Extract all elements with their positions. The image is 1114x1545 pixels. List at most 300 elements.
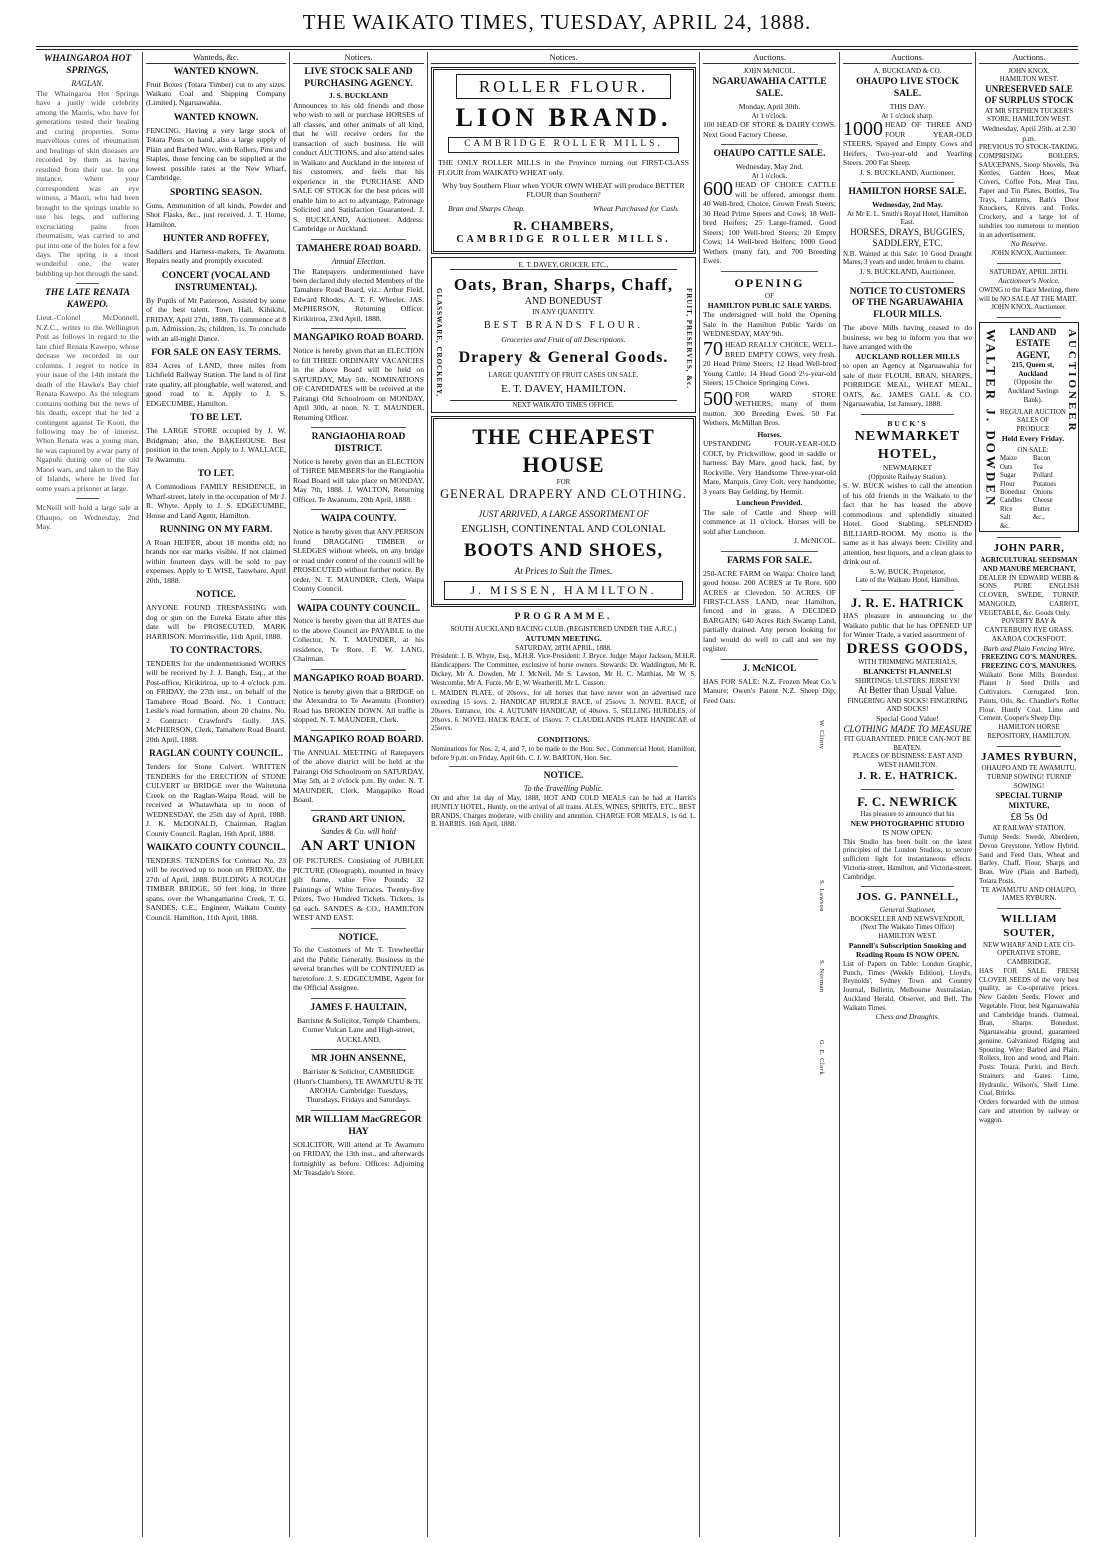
ad-line: Wednesday, April 25th. at 2.30 p.m. [982,124,1076,143]
ad-signature: J. S. BUCKLAND, Auctioneer. [859,267,956,277]
sale-item: Maize [1000,455,1017,463]
divider [721,659,818,660]
hot-springs-article [36,54,139,278]
ad-body: HAS pleasure in announcing to the Waikato public that he has OPENED UP for Winter Trade, a varied assortment of [843,611,972,640]
kawepo-article [36,288,139,493]
ad-line: AT MR STEPHEN TUCKER'S STORE, HAMILTON WEST. [984,106,1074,124]
ad-headline: JOS. G. PANNELL, [856,891,959,904]
ad-title: SPORTING SEASON. [169,187,263,198]
ad-body: The ANNUAL MEETING of Ratepayers of the above district will be held at the Pairangi Old Schoolroom on SATURDAY, May 5th, at 2 o'clock p.m. By order. N. T. MAUNDER, Clerk, Mangapiko Road Board. [293,747,424,805]
ad-body: FENCING. Having a very large stock of Totara Posts on hand, also a large supply of Plain and Barbed Wire, with Rollers, Pins and Staples, those fencing can be supplied at the lowest possible rates at the New Wharf, Cambridge. [146,125,286,183]
ad-line: Chess and Draughts. [875,1012,940,1022]
ad-body: ANYONE FOUND TRESPASSING with dog or gun on the Eureka Estate after this date will be PROSECUTED. MARK HARRISON. Morrinsville, 11th April, 1888. [146,603,286,641]
ad-body: Notice is hereby given that ANY PERSON found DRAGGING TIMBER or SLEDGES without wheels, on any bridge or road under control of the council will be PROSECUTED without further notice. By order, N. T. MAUNDER, Clerk, Waipa County Council. [293,527,424,594]
divider [311,928,406,929]
ad-title: NOTICE TO CUSTOMERS OF THE NGARUAWAHIA FLOUR MILLS. [849,286,966,321]
ad-numeral: 500 [703,387,733,410]
ad-body: The sale of Cattle and Sheep will commence at 11 o'clock. Horses will be sold after Luncheon. [703,507,836,536]
ad-body: A Commodious FAMILY RESIDENCE, in Wharf-street, lately in the occupation of Mr J. R. Whyte. Apply to J. S. EDGECUMBE, House and Land Agent, Hamilton. [146,482,286,520]
ad-title: TAMAHERE ROAD BOARD. [296,243,421,254]
sale-item: Rice [1000,505,1013,513]
ad-body: HAS FOR SALE: N.Z. Frozen Meat Co.'s Manure; Owen's Patent N.Z. Sheep Dip; Feed Oats. [703,676,836,705]
ad-line: Late of the Waikato Hotel, Hamilton. [855,576,960,585]
davey-ad [431,257,696,414]
ad-title: J. McNICOL [742,663,797,674]
ad-line: Luncheon Provided. [736,498,803,508]
classified-ad [146,469,286,520]
masthead-title: THE WAIKATO TIMES, TUESDAY, APRIL 24, 1888. [302,10,812,34]
ad-headline: ROLLER FLOUR. [456,74,671,99]
ad-title: MR WILLIAM MacGREGOR HAY [295,1114,422,1137]
ad-line: AND BONEDUST [524,295,603,307]
divider [311,509,406,510]
divider [311,810,406,811]
ad-headline: JOHN PARR, [993,542,1065,555]
vertical-name: WALTER J. DOWDEN [983,329,999,509]
customers-notice-ad [293,933,424,993]
sale-item: Salt [1000,514,1011,522]
ad-body: DEALER IN EDWARD WEBB & SONS PURE ENGLISH CLOVER, SWEDE, TURNIP, MANGOLD, CARROT, VEGETABLE, &c. Goods Only. [979,573,1079,617]
ad-line: AGRICULTURAL SEEDSMAN AND MANURE MERCHANT, [980,556,1078,573]
divider [76,498,99,499]
ad-line: Has pleasure to announce that his [860,809,955,818]
column-1 [36,52,139,1537]
ad-signature: J. S. BUCKLAND, Auctioneer. [859,167,956,177]
ad-body: Guns, Ammunition of all kinds, Powder and Shot Flasks, &c., just received. J. T. Horne, Hamilton. [146,200,286,229]
ad-headline: J. R. E. HATRICK [850,594,965,610]
ad-body: HAS FOR SALE: FRESH CLOVER SEEDS of the very best quality, as Co-operative prices. New Garden Seeds, Flower and Vegetable. Flour, best Ngaruawahia and Cambridge brands. Oatmeal, Bran, Sharps. Bonedust, Ngaruawahia ground, guaranteed genuine. Galvanized Ridging and Spouting. Wire: Barbed and Plain, Rollers, Iron and wood, and Plain. Posts: Totara, Puriri, and Birch. Strainers and Gates. Lime, Hydraulic, Wilson's, Shell Lime. Coal, Bricks. [979,966,1079,1098]
ad-subtitle: To the Travelling Public. [523,784,604,794]
ad-line: IS NOW OPEN. [882,828,933,838]
classified-ad [146,646,286,744]
ad-title: RAGLAN COUNTY COUNCIL. [149,749,283,760]
ad-line: NEWMARKET [882,463,933,473]
mangapiko-bridge-ad [293,674,424,725]
waipa-council-ad [293,604,424,664]
ad-title: NOTICE. [338,932,379,943]
ad-subtitle: SOUTH AUCKLAND RACING CLUB. (REGISTERED UNDER THE A.R.C.) [450,625,677,634]
ohaupo-sale-ad [703,149,836,265]
ad-line: TURNIP SOWING! TURNIP SOWING! [987,773,1071,790]
ad-body: S. W. BUCK wishes to call the attention of his old friends in the Waikato to the fact that he has leased the above commodious and splendidly situated Hotel. Good Stabling. SPLENDID BILLIARD-ROOM. My motto is the same as it has always been: Civility and attention, best liquors, and a clean glass to drink out of. [843,481,972,567]
vertical-role: AUCTIONEER [1066,329,1078,434]
ad-body: SOLICITOR, Will attend at Te Awamutu on FRIDAY, the 13th inst., and afterwards fortnightly as before. Offices: Adjoining Mr Teasdale's Store. [293,1139,424,1178]
classified-ad [146,843,286,922]
ad-line: BEST BRANDS FLOUR. [483,319,644,331]
ad-line: Held Every Friday. [1001,433,1065,443]
ad-title: WAIKATO COUNTY COUNCIL. [146,843,286,854]
ad-line: SHIRTINGS: ULSTERS: JERSEYS! [855,676,960,685]
ad-title: OPENING [734,275,805,290]
ad-title: WANTED KNOWN. [173,112,259,123]
ad-title: TO CONTRACTORS. [169,646,263,657]
mangapiko-meeting-ad [293,735,424,805]
ad-line: BOOKSELLER AND NEWSVENDOR, (Next The Waikato Times Office) HAMILTON WEST. [850,914,965,941]
ad-headline: LAND AND ESTATE AGENT, [1009,327,1057,360]
ad-body: Notice is hereby given that an ELECTION to fill THREE ORDINARY VACANCIES in the above Board will be held on SATURDAY, May 5th. NOMINATIONS OF CANDIDATES will be received at the Pairangi Old Schoolroom on MONDAY, April 30th, at noon. N. T. MAUNDER, Returning Officer. [293,346,424,422]
ad-signature: J. R. E. HATRICK. [857,769,958,782]
ad-line: General Stationer, [879,905,936,915]
ad-body: Barrister & Solicitor, CAMBRIDGE (Hunt's Chambers), TE AWAMUTU & TE AROHA. Cambridge: Tuesdays, Thursdays, Fridays and Saturdays. [293,1067,424,1105]
sale-item: Oats [1000,463,1013,471]
ad-line: SATURDAY, 28TH APRIL, 1888. [515,643,612,652]
column-rule [427,52,428,1537]
ad-body: On and after 1st day of May, 1888, HOT AND COLD MEALS can be had at Harris's HUNTLY HOTEL, Huntly, on the arrival of all trains. ALES, WINES, SPIRITS, ETC., BEST BRANDS. Charges moderate, with civility and attention. CHARGE FOR MEALS, 1s 6d. L. B. HARRIS. 16th April, 1888. [431,794,696,829]
rangiaohia-ad [293,432,424,504]
ad-line: Wednesday, May 2nd. [735,162,804,172]
ad-headline: THE CHEAPEST HOUSE [472,424,655,477]
racing-notice-row [431,610,696,829]
classified-ad [146,749,286,838]
sale-item: Cheese [1033,497,1053,505]
ad-body: OF PICTURES. Consisting of JUBILEE PICTURE (Oleograph), mounted in heavy gilt frame, value Five Pounds; 32 Paintings of White Terraces. Twenty-five Prizes, Two Hundred Tickets. Tickets, 1s 6d each. SANDES & CO., HAMILTON WEST AND EAST. [293,856,424,923]
ad-line: FINGERING AND SOCKS! FINGERING AND SOCKS! [847,696,968,714]
ad-line: PREVIOUS TO STOCK-TAKING. [979,143,1079,152]
ad-signature: J. McNICOL. [794,536,836,546]
ad-body: This Studio has been built on the latest principles of the London Studios, to secure sufficient light for instantaneous effects. Victoria-street, Hamilton, and Victoria-street, Cambridge. [843,837,972,881]
ryburn-ad [979,751,1079,904]
ad-line: PLACES OF BUSINESS: EAST AND WEST HAMILTON. [852,752,963,770]
masthead-rule-thin [36,49,1078,50]
ad-line: CONDITIONS. [537,735,590,745]
ad-title: HAMILTON HORSE SALE. [848,187,967,198]
column-heading: Notices. [431,52,696,64]
ad-body: Notice is hereby given that a BRIDGE on the Alexandra to Te Awamutu (Frontier) Road has BROKEN DOWN. All traffic is stopped. N. T. MAUNDER, Clerk. [293,686,424,725]
sale-item: Flour [1000,480,1015,488]
knox-notice-ad [979,268,1079,312]
column-5 [703,52,836,1537]
ad-line: NEW WHARF AND LATE CO-OPERATIVE STORE, CAMBRIDGE, [983,940,1075,967]
ad-line: WITH TRIMMING MATERIALS, [858,658,957,667]
ad-line: HAMILTON WEST. [999,75,1059,84]
ad-headline: GENERAL DRAPERY AND CLOTHING. [440,487,687,502]
ad-title: GRAND ART UNION. [312,814,405,825]
ad-line: At Mr E. L. Smith's Royal Hotel, Hamilton East. [846,209,969,227]
divider [311,239,406,240]
divider [449,766,678,767]
auctioneer-head: JOHN KNOX. [1008,66,1050,75]
ad-line [448,204,679,214]
column-4 [431,52,696,1537]
side-label: GLASSWARE, CROCKERY, [434,287,443,397]
side-label: W. Clinty [818,720,825,750]
ad-header: BUCK'S [887,418,928,428]
ad-line: NEXT WAIKATO TIMES OFFICE. [450,400,677,410]
column-heading: Notices. [293,52,424,64]
ad-line: (Opposite the Auckland Savings Bank). [1007,378,1059,404]
horse-sale-ad [843,187,972,276]
side-label: FRUIT, PRESERVES, &c. [685,287,693,389]
ad-line: Groceries and Fruit of all Descriptions. [501,335,626,345]
column-3 [293,52,424,1537]
ad-headline: Drapery & General Goods. [458,349,669,367]
ad-line: Wednesday, 2nd May. [872,200,943,210]
ad-line: Auctioneer's Notice. [998,276,1060,286]
ad-body: Tenders for Stone Culvert. WRITTEN TENDERS for the ERECTION of STONE CULVERT or BRIDGE over the Waitetuna Creek on the Raglan-Waipa Road, will be received at Whatawhata up to noon of WEDNESDAY, the 25th day of April, 1888. J. K. McDONALD, Chairman, Raglan County Council. Raglan, 16th April, 1888. [146,762,286,838]
ad-title: RANGIAOHIA ROAD DISTRICT. [311,432,406,455]
ad-header: E. T. DAVEY, GROCER, ETC., [450,261,677,271]
column-rule [142,52,143,1537]
ad-body: Waikato Bone Mills Bonedust. Planet Jr Seed Drills and Cultivators. Corrugated Iron. Paints, Oils, &c. Chandler's Roller Flour. Huntly Coal. Lime and Cement. Cooper's Sheep Dip. [979,670,1079,723]
ad-headline: HAMILTON PUBLIC SALE YARDS. [707,300,832,310]
column-heading: Auctions. [703,52,836,64]
ad-title: MR JOHN ANSENNE, [311,1054,406,1065]
ad-line: No Reserve. [1010,239,1048,249]
ad-title: FARMS FOR SALE. [726,555,813,566]
sale-item: &c., [1033,514,1045,522]
divider [997,908,1061,909]
divider [997,263,1061,264]
live-stock-ad [293,67,424,234]
divider [311,427,406,428]
ad-line: Special Good Value! [876,714,939,724]
ad-line: THIS DAY. [889,102,926,112]
ad-headline: JAMES RYBURN, [981,750,1077,763]
ad-body: To the Customers of Mr T. Trewheellar and the Public Generally. Business in the several branches will be CONTINUED as heretofore. J. S. EDGECUMBE, Agent for the Official Assignee. [293,945,424,993]
ad-body: President: J. B. Whyte, Esq., M.H.R. Vice-President: J. Bryce. Judge: Major Jackson, M.H.R. Handicappers: The Committee, exclusive of horse owners. Stewards: Dr. Waddington, Mr R. Dickey, Mr A. Dowden, Mr J. McNeil, Mr S. Lawson, Mr H. C. Matthias, Mr W. S. Westcombe, Mr A. Furze, Mr E. W. Weatherill, Mr L. Cusson. [431,652,696,687]
divider [861,789,954,790]
column-2 [146,52,286,1537]
ad-body: Announces to his old friends and those who wish to sell or purchase HORSES of all classes, and other animals of all kind, that he will receive orders for the transaction of such business. He will conduct AUCTIONS, and also attend sales in Waikato and Auckland in the interest of his customers, and feels that his experience in the PURCHASE AND SALE OF STOCK for the best prices will enable him to act to advantage. Patronage Solicited and Satisfaction Guaranteed. J. S. BUCKLAND, Auctioneer. Address: Cambridge or Auckland. [293,100,424,234]
divider [76,283,99,284]
ad-line: At 1 o'clock. [751,111,788,120]
ad-numeral: 70 [703,338,723,361]
opening-sale-ad [703,276,836,546]
ad-line: Monday, April 30th. [738,102,801,112]
ad-line: BLANKETS! FLANNELS! [863,667,952,677]
photo-studio-ad [843,794,972,882]
ad-body: OWING to the Race Meeting, there will be NO SALE AT THE MART. [979,285,1079,303]
ad-title: WAIPA COUNTY. [320,514,397,525]
sale-items-grid [1000,455,1066,531]
art-union-ad [293,815,424,923]
ad-headline: HORSES, DRAYS, BUGGIES, SADDLERY, ETC. [850,227,965,249]
ad-line: At Better than Usual Value. [857,685,958,696]
divider [311,669,406,670]
ad-body: HEAD OF CHOICE CATTLE will be offered, amongst them: 40 Well-bred, Choice, Grown Fresh Steers; 30 Head Prime Steers and Cows; 18 Well-bred Heifers; 25 Large-framed, Good Steers; 100 Well-bred Steers; 20 Empty Cows; 14 Well-bred Heifers; 1000 Good Wethers (many fat), and 700 Breeding Ewes. [703,180,836,266]
ad-body: A Roan HEIFER, about 18 months old; no brands nor ear marks visible. If not claimed within fourteen days will be sold to pay expenses. Apply to T. WISE, Tauwhare. April 20th, 1888. [146,537,286,585]
ad-line: IN ANY QUANTITY. [532,308,595,317]
ad-line: ON SALE: [1017,446,1049,455]
sale-item: Bacon [1033,455,1051,463]
souter-ad [979,913,1079,1124]
ad-line: JUST ARRIVED, A LARGE ASSORTMENT OF [478,508,649,519]
ad-signature: TE AWAMUTU AND OHAUPO, JAMES RYBURN. [981,885,1077,903]
ad-headline: WILLIAM SOUTER, [1000,913,1058,939]
article-subtitle: RAGLAN. [71,78,104,88]
ad-line: 215, Queen st, Auckland [1012,360,1054,378]
ad-title: JAMES F. HAULTAIN, [310,1002,407,1013]
ad-body: 834 Acres of LAND, three miles from Lichfield Railway Station. The land is of first rate quality, all ploughable, well watered, and good road to it. Apply to J. S. EDGECUMBE, Hamilton. [146,360,286,408]
ad-body: Notice is hereby given that an ELECTION of THREE MEMBERS for the Rangiaohia Road Board will take place on MONDAY, May 7th, 1888. J. WALTON, Returning Officer. Te Awamutu, 20th April, 1888. [293,456,424,504]
classified-ad [146,590,286,641]
ad-name: J. MISSEN, HAMILTON. [444,581,683,600]
divider [861,886,954,887]
divider [997,537,1061,538]
haultain-ad [293,1003,424,1044]
divider [997,746,1061,747]
sale-item: Pollard [1033,472,1053,480]
article-title: WHAINGAROA HOT SPRINGS, [43,54,132,76]
divider [861,414,954,415]
ad-headline: UNRESERVED SALE OF SURPLUS STOCK [984,84,1074,106]
ad-headline: BOOTS AND SHOES, [463,540,664,562]
classified-ad [146,188,286,229]
parr-ad [979,542,1079,740]
ngaruawahia-sale-ad [703,77,836,139]
newmarket-hotel-ad [843,419,972,585]
column-rule [289,52,290,1537]
ad-title: HUNTER AND ROFFEY, [162,234,269,245]
article-title: THE LATE RENATA KAWEPO. [45,288,130,311]
auctioneer-head: A. BUCKLAND & CO. [873,66,942,75]
sale-item: Bonedust [1000,488,1026,496]
mill-notice-ad [843,287,972,409]
column-rule [839,52,840,1537]
ad-body: Orders forwarded with the utmost care and attention by railway or waggon. [979,1098,1079,1124]
column-heading: Wanteds, &c. [146,52,286,64]
ad-headline: AUCKLAND ROLLER MILLS [855,351,960,361]
divider [311,328,406,329]
ad-body: 250-ACRE FARM on Waipa: Choice land; good house. 200 ACRES at Te Rore. 600 ACRES at Clevedon. 50 ACRES OF FIRST-CLASS LAND, near Hamilton, fenced and in grass. A DECIDED BARGAIN: 640 Acres Rich Swamp Land, partially drained. Any person looking for land would do well to call and see my register. [703,568,836,654]
divider [311,599,406,600]
ad-headline: AN ART UNION [300,838,417,855]
ad-line: At Prices to Suit the Times. [514,565,613,576]
divider [721,144,818,145]
column-7 [979,52,1079,1537]
ad-body: HEAD REALLY CHOICE, WELL-BRED EMPTY COWS, very fresh. 20 Head Prime Steers; 12 Head Well-bred Young Cattle; 14 Head Good 2½-year-old Steers; 15 Choice Springing Cows. [703,340,836,388]
ad-line: CLOTHING MADE TO MEASURE [843,723,972,734]
ad-title: MANGAPIKO ROAD BOARD. [293,673,424,684]
ad-line: ENGLISH, CONTINENTAL AND COLONIAL [461,524,666,536]
ad-line: (Opposite Railway Station). [868,472,947,481]
ad-headline: NEW PHOTOGRAPHIC STUDIO [850,818,965,828]
classified-ad [146,271,286,343]
masthead-rule [36,46,1078,47]
auctioneer-head: JOHN McNICOL. [743,66,796,75]
ad-title: NGARUAWAHIA CATTLE SALE. [712,77,827,100]
ad-headline: NEWMARKET HOTEL, [854,429,961,462]
missen-ad [431,416,696,607]
sale-item: Butter [1033,505,1050,513]
ad-name: E. T. DAVEY, HAMILTON. [501,382,626,395]
divider [311,998,406,999]
ad-signature: JOHN KNOX, Auctioneer. [991,248,1067,257]
ad-body: Fruit Boxes (Totara Timber) cut to any sizes. Waikato Coal and Shipping Company (Limited), Ngaruawahia. [146,79,286,108]
ad-line: LARGE QUANTITY OF FRUIT CASES ON SALE. [488,371,639,380]
ad-body: Notice is hereby given that all RATES due to the above Council are PAYABLE to the Collector, N. T. MAUNDER, at his residence, Te Rore. F. W. LANG, Chairman. [293,616,424,664]
classified-ad [146,113,286,183]
ad-title: WANTED KNOWN. [173,66,259,77]
ad-title: NOTICE. [196,590,236,601]
ad-body: Saddlers and Harness-makers, Te Awamutu. Repairs neatly and promptly executed. [146,246,286,266]
ad-title: TO LET. [197,469,235,480]
ad-subtitle: CAMBRIDGE ROLLER MILLS. [448,137,679,153]
divider [997,317,1061,318]
divider [721,551,818,552]
classified-ad [146,67,286,108]
waipa-county-ad [293,514,424,593]
column-heading: Auctions. [979,52,1079,64]
hay-solicitor-ad [293,1115,424,1178]
ad-body: The LARGE STORE occupied by J. W. Bridgman; also, the BAKEHOUSE. Best position in the town. Apply to J. WALLACE, Te Awamutu. [146,426,286,464]
ad-line: FOR [556,478,571,487]
ad-body: TENDERS for the undermentioned WORKS will be received by J. J. Bangh, Esq., at the Post-office, Kirikiriroa, up to 4 o'clock p.m. on FRIDAY, the 27th inst., on behalf of the Tamahere Road Board. No. 1 Contract: Leslie's road formation, about 20 chains. No. 2 Contract: Crawford's Gully. JAS. McPHERSON, Clerk, Tamahere Road Board. 20th April, 1888. [146,658,286,744]
ad-line: Horses. [757,429,782,439]
ad-body: Turnip Seeds: Swede, Aberdeen, Devon Greystone, Yellow Hybrid. Sand and Feed Oats, Wheat and Barley. Chaff, Flour, Sharps and Bran. Wire (Plain and Barbed), Totara Posts. [979,833,1079,885]
ad-subtitle: Annual Election. [331,256,386,266]
ad-body: 100 HEAD OF STORE & DAIRY COWS. Next Good Factory Cheese. [703,120,836,139]
ad-body: HEAD OF THREE AND FOUR YEAR-OLD STEERS, Spayed and Empty Cows and Heifers, Two-year-old and Yearling Steers. 200 Fat Sheep. [843,120,972,168]
ad-title: FOR SALE ON EASY TERMS. [151,348,281,359]
ad-title: WAIPA COUNTY COUNCIL. [296,603,421,614]
ad-numeral: 600 [703,178,733,201]
column-6 [843,52,972,1537]
ad-body: UPSTANDING FOUR-YEAR-OLD COLT, by Prickwillow, good in saddle or harness. Bay Mare, good hack, fast, by Rockville. Very Handsome Three-year-old Mare, Marquis. Grey Colt, very handsome, 3 years. Bay Gelding, by Hermit. [703,439,836,496]
ad-line: FIT GUARANTEED. PRICE CAN-NOT BE BEATEN. [843,734,972,752]
stationer-ad [843,891,972,1021]
column-heading: Auctions. [843,52,972,64]
lion-brand-ad [431,67,696,254]
ad-line: Barb and Plain Fencing Wire. [983,643,1075,653]
ad-title: PROGRAMME. [514,612,613,623]
sale-item: &c. [1000,522,1011,530]
dowden-ad [979,322,1079,532]
ad-body: COMPRISING BOILERS, SAUCEPANS, Stoop Shovels, Tea Kettles, Garden Hoes, Meat Covers, Coffee Pots, Meat Tins, Paper and Tin Plates, Bottles, Tea Trays, Lanterns, Bath's Door Knockers, Knives and Forks, Crockery, and a large lot of sundries too numerous to mention in an advertisement. [979,151,1079,239]
ad-name: CAMBRIDGE ROLLER MILLS. [456,234,671,246]
hatrick-ad [843,595,972,784]
ad-body: 1. MAIDEN PLATE, of 20sovs., for all horses that have never won an advertised race exceeding 15 sovs. 2. HANDICAP HURDLE RACE, of 25sovs. 3. NOVEL RACE, of 20sovs. Entrance, 10s. 4. AUTUMN HANDICAP, of 40sovs. 5. SELLING HURDLES, of 20sovs. 6. NOVEL HACK RACE, of 15sovs. 7. CLAUDELANDS PLATE HANDICAP, of 25sovs. [431,689,696,733]
side-label: G. E. Clark [818,1040,825,1076]
ad-title: RUNNING ON MY FARM. [159,525,273,535]
ad-line: At 1 o'clock sharp. [881,111,934,120]
divider [861,282,954,283]
ad-line: OHAUPO AND TE AWAMUTU. [981,764,1077,773]
ohaupo-live-ad [843,77,972,177]
ad-body: THE ONLY ROLLER MILLS in the Province turning out FIRST-CLASS FLOUR from WAIKATO WHEAT only. [438,158,689,177]
ad-title: MANGAPIKO ROAD BOARD. [293,333,424,344]
ad-line: POVERTY BAY & CANTERBURY RYE GRASS. AKAROA COCKSFOOT. [984,617,1074,643]
column-rule [975,52,976,1537]
ad-signature: JOHN KNOX, Auctioneer. [991,303,1067,312]
ad-title: CONCERT (VOCAL AND INSTRUMENTAL). [161,270,271,293]
side-label: S. Lawson [818,880,825,912]
sale-item: Onions [1033,488,1053,496]
side-label: S. Norman [818,960,825,993]
ad-headline: DRESS GOODS, [846,640,969,657]
ad-headline: F. C. NEWRICK [857,793,958,809]
sale-item: Sugar [1000,472,1016,480]
classified-ad [146,525,286,585]
ad-body: N.B. Wanted at this Sale: 10 Good Draught Mares, 3 years and under, broken to chains. [843,249,972,267]
ad-body: to open an Agency at Ngaruawahia for sale of their FLOUR, BRAN, SHARPS, PORRIDGE MEAL, WHEAT MEAL, OATS, &c. JAMES GALL & CO. Ngaruawahia, 1st January, 1888. [843,361,972,409]
ad-line: AT RAILWAY STATION. [992,824,1066,833]
farms-sale-ad [703,556,836,654]
classified-ad [146,413,286,464]
ad-line: OF [765,291,774,300]
ad-body: Barrister & Solicitor, Temple Chambers, Corner Vulcan Lane and High-street, AUCKLAND. [296,1015,421,1044]
ad-line: FREEZING CO'S. MANURES. FREEZING CO'S. MANURES. [981,653,1077,670]
ad-subtitle: Sandes & Co. will hold [321,827,396,837]
sale-item: Candles [1000,497,1022,505]
ad-line: Pannell's Subscription Smoking and Reading Room IS NOW OPEN. [848,940,967,960]
ad-body: The Ratepayers undermentioned have been declared duly elected Members of the Tamahere Road Board, viz.: Arthur Field, Edward Rhodes, A. T. F. Wheeler. JAS. McPHERSON, Returning Officer. Kirikiriroa, 23rd April, 1888. [293,266,424,323]
divider [311,1049,406,1050]
wheat-note: Wheat Purchased for Cash. [593,204,679,214]
column-rule [699,52,700,1537]
ad-line: SPECIAL TURNIP MIXTURE, [995,790,1063,810]
ad-body: FOR WARD STORE WETHERS, many of them mutton. 300 Breeding Ewes. 50 Fat Wethers, McMillan Bros. [703,389,836,428]
